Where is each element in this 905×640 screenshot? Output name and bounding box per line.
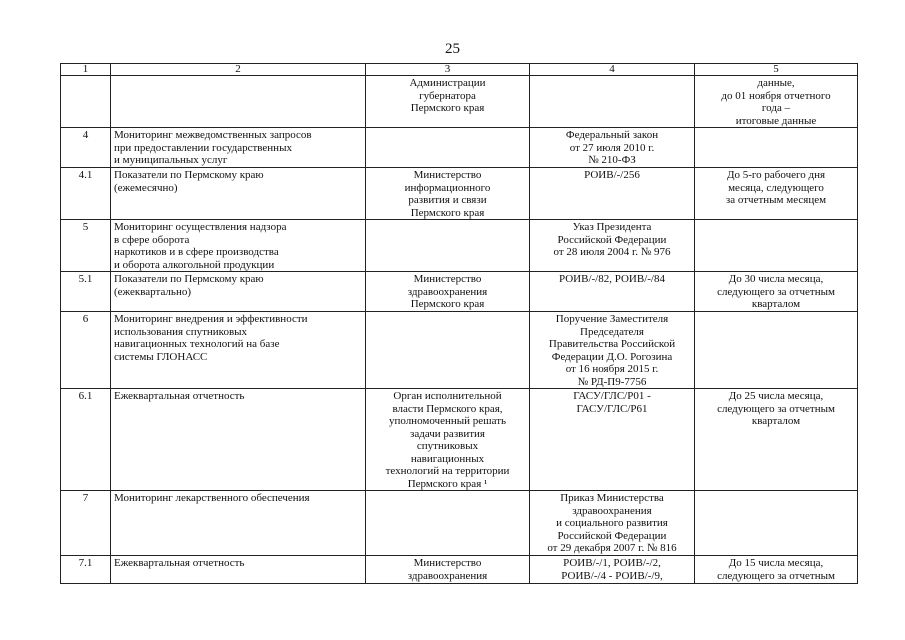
indicator-name [111, 389, 366, 491]
row-number: 6.1 [61, 389, 111, 491]
indicator-name-line: Мониторинг межведомственных запросов [114, 129, 312, 141]
indicator-name-line: (ежеквартально) [114, 285, 191, 298]
submission-deadline [695, 168, 858, 220]
table-row [61, 168, 858, 220]
submission-deadline-line: До 25 числа месяца, [728, 390, 824, 402]
submission-deadline-line: до 01 ноября отчетного [721, 89, 831, 102]
submission-deadline [695, 312, 858, 389]
indicator-name-line: Ежеквартальная отчетность [114, 390, 245, 402]
submission-deadline-line: кварталом [751, 298, 801, 310]
indicator-name-line: в сфере оборота [114, 233, 190, 246]
legal-basis-line: № РД-П9-7756 [577, 375, 647, 388]
submission-deadline-line: года – [761, 102, 791, 114]
legal-basis-line: от 16 ноября 2015 г. [565, 363, 659, 375]
row-number [61, 76, 111, 128]
legal-basis-line: и социального развития [556, 517, 668, 529]
submission-deadline [695, 128, 858, 168]
table-row [61, 272, 858, 312]
row-number: 6 [61, 312, 111, 389]
legal-basis-line: РОИВ/-/4 - РОИВ/-/9, [561, 569, 663, 582]
responsible-organization [366, 272, 530, 312]
indicator-name [111, 272, 366, 312]
table-row [61, 220, 858, 272]
responsible-organization-line: информационного [404, 181, 491, 194]
row-number: 5 [61, 220, 111, 272]
legal-basis-line: Правительства Российской [548, 338, 676, 350]
responsible-organization-line: Пермского края ¹ [407, 477, 488, 490]
indicator-name-line: использования спутниковых [114, 325, 248, 338]
submission-deadline [695, 220, 858, 272]
submission-deadline-line: До 30 числа месяца, [728, 273, 824, 285]
legal-basis [530, 128, 695, 168]
table-row [61, 491, 858, 556]
table-row [61, 312, 858, 389]
monitoring-table [60, 63, 858, 584]
indicator-name-line: и оборота алкогольной продукции [114, 258, 275, 271]
responsible-organization-line: уполномоченный решать [388, 415, 507, 427]
indicator-name-line: при предоставлении государственных [114, 141, 292, 154]
row-number: 7.1 [61, 556, 111, 584]
legal-basis-line: Федерации Д.О. Рогозина [551, 350, 673, 363]
responsible-organization-line: задачи развития [410, 427, 485, 440]
responsible-organization-line: губернатора [419, 89, 476, 102]
legal-basis-line: Председателя [580, 325, 644, 338]
legal-basis-line: Российской Федерации [557, 233, 667, 246]
indicator-name [111, 220, 366, 272]
responsible-organization-line: власти Пермского края, [392, 402, 503, 415]
submission-deadline-line: за отчетным месяцем [725, 194, 827, 206]
submission-deadline [695, 272, 858, 312]
row-number: 4.1 [61, 168, 111, 220]
indicator-name [111, 556, 366, 584]
legal-basis-line: РОИВ/-/1, РОИВ/-/2, [563, 557, 661, 569]
responsible-organization-line: Пермского края [410, 298, 485, 310]
responsible-organization-line: здравоохранения [407, 569, 488, 582]
legal-basis-line: Приказ Министерства [560, 492, 664, 504]
responsible-organization [366, 312, 530, 389]
legal-basis-line: от 29 декабря 2007 г. № 816 [547, 542, 677, 554]
legal-basis-line: РОИВ/-/256 [584, 169, 640, 181]
page-number: 25 [445, 41, 460, 57]
table-row [61, 556, 858, 584]
submission-deadline-line: месяца, следующего [728, 181, 824, 194]
submission-deadline [695, 389, 858, 491]
legal-basis-line: от 28 июля 2004 г. № 976 [553, 246, 671, 258]
indicator-name-line: Мониторинг лекарственного обеспечения [114, 492, 310, 504]
legal-basis [530, 76, 695, 128]
submission-deadline [695, 76, 858, 128]
responsible-organization-line: Пермского края [410, 206, 485, 219]
responsible-organization-line: развития и связи [408, 194, 487, 206]
legal-basis [530, 272, 695, 312]
responsible-organization-line: навигационных [410, 452, 485, 465]
legal-basis-line: Поручение Заместителя [555, 313, 669, 325]
indicator-name [111, 312, 366, 389]
column-header: 1 [61, 64, 111, 76]
table-row [61, 128, 858, 168]
responsible-organization-line: Орган исполнительной [393, 390, 502, 402]
submission-deadline-line: До 5-го рабочего дня [726, 169, 826, 181]
row-number: 4 [61, 128, 111, 168]
responsible-organization-line: здравоохранения [407, 285, 488, 298]
submission-deadline-line: кварталом [751, 415, 801, 427]
table-row [61, 76, 858, 128]
legal-basis-line: от 27 июля 2010 г. [569, 141, 655, 154]
submission-deadline-line: данные, [757, 77, 795, 89]
indicator-name-line: и муниципальных услуг [114, 154, 228, 166]
responsible-organization-line: Министерство [413, 273, 482, 285]
indicator-name-line: Мониторинг осуществления надзора [114, 221, 287, 233]
legal-basis-line: здравоохранения [572, 504, 652, 517]
column-header: 3 [366, 64, 530, 76]
indicator-name-line: Ежеквартальная отчетность [114, 557, 245, 569]
legal-basis-line: № 210-ФЗ [588, 154, 636, 166]
responsible-organization-line: Пермского края [410, 102, 485, 114]
indicator-name-line: навигационных технологий на базе [114, 338, 280, 350]
column-header: 2 [111, 64, 366, 76]
responsible-organization [366, 556, 530, 584]
indicator-name-line: (ежемесячно) [114, 181, 178, 194]
legal-basis-line: Указ Президента [572, 221, 652, 233]
responsible-organization [366, 76, 530, 128]
header-row [61, 64, 858, 76]
responsible-organization [366, 168, 530, 220]
responsible-organization [366, 220, 530, 272]
responsible-organization-line: Министерство [413, 557, 482, 569]
indicator-name-line: системы ГЛОНАСС [114, 350, 208, 363]
indicator-name [111, 168, 366, 220]
legal-basis [530, 389, 695, 491]
submission-deadline-line: следующего за отчетным [717, 402, 835, 415]
submission-deadline [695, 556, 858, 584]
legal-basis-line: ГАСУ/ГЛС/Р61 [576, 402, 648, 415]
legal-basis [530, 168, 695, 220]
table-row [61, 389, 858, 491]
indicator-name-line: Мониторинг внедрения и эффективности [114, 313, 308, 325]
indicator-name-line: наркотиков и в сфере производства [114, 246, 279, 258]
column-header: 5 [695, 64, 858, 76]
responsible-organization-line: Администрации [409, 77, 486, 89]
legal-basis-line: Российской Федерации [557, 529, 667, 542]
row-number: 5.1 [61, 272, 111, 312]
submission-deadline [695, 491, 858, 556]
legal-basis [530, 491, 695, 556]
column-header: 4 [530, 64, 695, 76]
submission-deadline-line: итоговые данные [735, 114, 817, 127]
responsible-organization [366, 389, 530, 491]
submission-deadline-line: До 15 числа месяца, [728, 557, 824, 569]
indicator-name [111, 491, 366, 556]
legal-basis [530, 220, 695, 272]
indicator-name [111, 128, 366, 168]
indicator-name-line: Показатели по Пермскому краю [114, 169, 264, 181]
submission-deadline-line: следующего за отчетным [717, 569, 835, 582]
responsible-organization [366, 128, 530, 168]
row-number: 7 [61, 491, 111, 556]
legal-basis-line: ГАСУ/ГЛС/Р01 - [573, 390, 651, 402]
legal-basis [530, 556, 695, 584]
submission-deadline-line: следующего за отчетным [717, 285, 835, 298]
indicator-name-line: Показатели по Пермскому краю [114, 273, 264, 285]
responsible-organization [366, 491, 530, 556]
responsible-organization-line: спутниковых [416, 440, 479, 452]
responsible-organization-line: Министерство [413, 169, 482, 181]
legal-basis-line: РОИВ/-/82, РОИВ/-/84 [558, 273, 665, 285]
indicator-name [111, 76, 366, 128]
legal-basis [530, 312, 695, 389]
responsible-organization-line: технологий на территории [385, 465, 510, 477]
legal-basis-line: Федеральный закон [565, 129, 659, 141]
